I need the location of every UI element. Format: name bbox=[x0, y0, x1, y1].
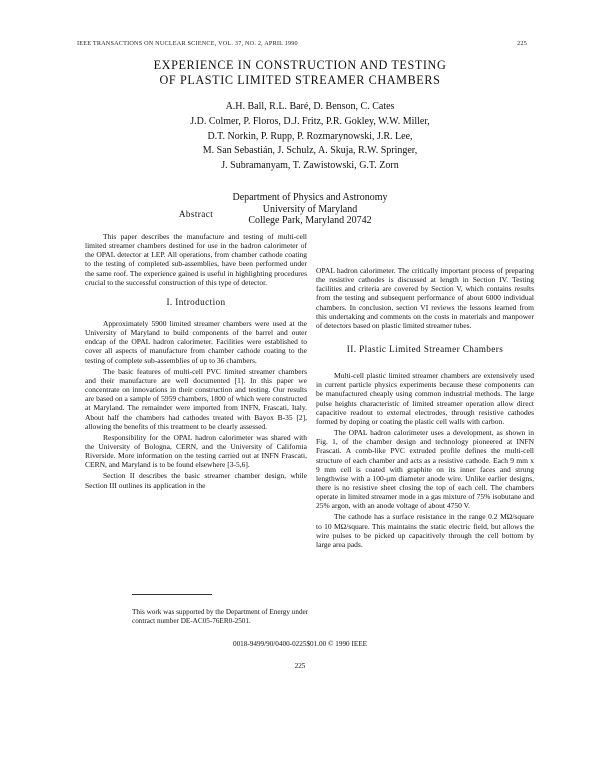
abstract-text: This paper describes the manufacture and testing of multi-cell limited streamer chambers destined for use in the hadron calorimeter of the OPAL detector at LEP. All operations, from chamber cathode coating to the testing of completed sub-assemblies, have been performed under the same roof. The experience gained is useful in highlighting procedures crucial to the successful construction of this type of detector. bbox=[85, 232, 307, 287]
right-column bbox=[316, 266, 534, 549]
author-line: A.H. Ball, R.L. Baré, D. Benson, C. Cates bbox=[225, 101, 395, 112]
section-2-paragraph-2: The OPAL hadron calorimeter uses a development, as shown in Fig. 1, of the chamber design and technology pioneered at INFN Frascati. A comb-like PVC extruded profile defines the multi-cell structure of each chamber and acts as a resistive cathode. Each 9 mm x 9 mm cell is coated with graphite on its inner faces and strung lengthwise with a 100-μm diameter anode wire. Unlike earlier designs, there is no resistive sheet closing the top of each cell. The chambers operate in limited streamer mode in a gas mixture of 75% isobutane and 25% argon, with an anode voltage of about 4750 V. bbox=[316, 428, 534, 511]
title-line-1: EXPERIENCE IN CONSTRUCTION AND TESTING bbox=[153, 58, 447, 72]
section-2-paragraph-1: Multi-cell plastic limited streamer chambers are extensively used in current particle physics experiments because these components can be manufactured cheaply using common industrial methods. The large pulse heights characteristic of limited streamer operation allow direct capacitive readout to external electrodes, through resistive cathodes formed by doping or coating the plastic cell walls with carbon. bbox=[316, 371, 534, 426]
copyright-line: 0018-9499/90/0400-0225$01.00 © 1990 IEEE bbox=[232, 640, 368, 648]
affiliation-line: University of Maryland bbox=[262, 203, 358, 215]
introduction-heading: I. Introduction bbox=[166, 296, 226, 307]
header-page-number: 225 bbox=[517, 40, 527, 47]
intro-paragraph-4: Section II describes the basic streamer chamber design, while Section III outlines its application in the bbox=[85, 471, 307, 490]
section-2-heading: II. Plastic Limited Streamer Chambers bbox=[346, 344, 504, 355]
intro-paragraph-2: The basic features of multi-cell PVC limited streamer chambers and their manufacture are well documented [1]. In this paper we concentrate on innovations in their construction and testing. Our results are based on a sample of 5959 chambers, 1800 of which were constructed at Maryland. The remainder were imported from INFN, Frascati, Italy. About half the chambers had cathodes treated with Bayox B-35 [2], allowing the benefits of this treatment to be clearly assessed. bbox=[85, 366, 307, 431]
funding-footnote: This work was supported by the Department of Energy under contract number DE-AC05-76ER0-2501. bbox=[132, 608, 309, 625]
author-line: J. Subramanyam, T. Zawistowski, G.T. Zorn bbox=[221, 160, 399, 172]
running-head bbox=[77, 40, 527, 47]
author-line: D.T. Norkin, P. Rupp, P. Rozmarynowski, J.R. Lee, bbox=[207, 130, 413, 142]
author-line: M. San Sebastián, J. Schulz, A. Skuja, R.W. Springer, bbox=[202, 145, 418, 157]
abstract-heading: Abstract bbox=[178, 209, 214, 219]
intro-paragraph-3: Responsibility for the OPAL hadron calorimeter was shared with the University of Bologna, CERN, and the University of California Riverside. More information on the testing carried out at INFN Frascati, CERN, and Maryland is to be found elsewhere [3-5,6]. bbox=[85, 432, 307, 470]
page-number: 225 bbox=[294, 662, 306, 670]
section-2-paragraph-3: The cathode has a surface resistance in the range 0.2 MΩ/square to 10 MΩ/square. This maintains the static electric field, but allows the wire pulses to be picked up capacitively through the cell bottom by large area pads. bbox=[316, 512, 534, 549]
left-column bbox=[85, 209, 307, 490]
intro-paragraph-1: Approximately 5900 limited streamer chambers were used at the University of Maryland to build components of the barrel and outer endcap of the OPAL hadron calorimeter. Facilities were established to cover all aspects of manufacture from chamber cathode coating to the testing of complete sub-assemblies of up to 36 chambers. bbox=[85, 318, 307, 365]
journal-citation: IEEE TRANSACTIONS ON NUCLEAR SCIENCE, VOL. 37, NO. 2, APRIL 1990 bbox=[77, 40, 298, 47]
paper-title bbox=[0, 58, 600, 88]
affiliation-line: Department of Physics and Astronomy bbox=[232, 192, 388, 203]
author-list bbox=[160, 100, 460, 174]
title-line-2: OF PLASTIC LIMITED STREAMER CHAMBERS bbox=[159, 73, 441, 87]
affiliation-line: College Park, Maryland 20742 bbox=[248, 215, 372, 227]
author-line: J.D. Colmer, P. Floros, D.J. Fritz, P.R. Gokley, W.W. Miller, bbox=[190, 115, 430, 127]
footnote-rule bbox=[132, 594, 212, 595]
intro-continuation: OPAL hadron calorimeter. The critically important process of preparing the resistive cathodes is discussed at length in Section IV. Testing facilities and criteria are covered by Section V, which contains results from the testing and subsequent performance of about 6000 individual chambers. In conclusion, section VI reviews the lessons learned from this undertaking and comments on the costs in materials and manpower of detectors based on plastic limited streamer tubes. bbox=[316, 266, 534, 330]
